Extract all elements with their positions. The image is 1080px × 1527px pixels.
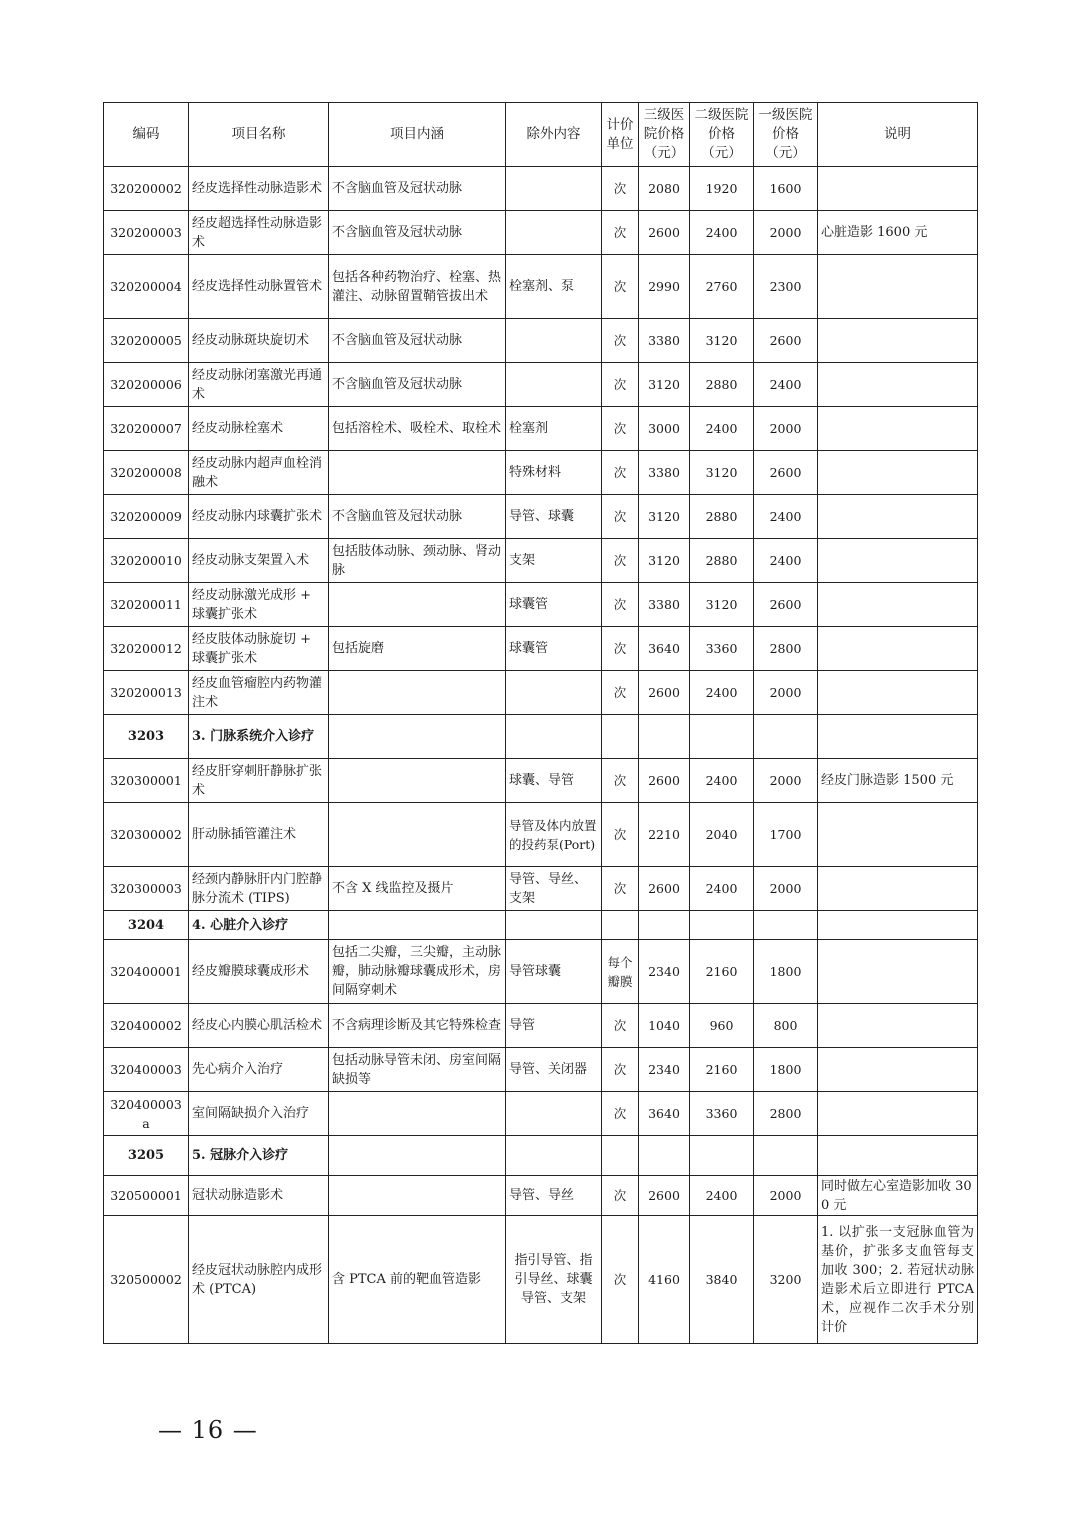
cell-name: 经皮冠状动脉腔内成形术 (PTCA) xyxy=(189,1216,329,1344)
cell-price-level2: 1920 xyxy=(690,167,754,211)
cell-price-level2: 3120 xyxy=(690,319,754,363)
cell-note: 同时做左心室造影加收 300 元 xyxy=(818,1176,978,1216)
cell-note xyxy=(818,583,978,627)
cell-code: 320500001 xyxy=(104,1176,189,1216)
cell-content xyxy=(329,451,506,495)
cell-excluded: 导管、导丝 xyxy=(506,1176,602,1216)
header-note: 说明 xyxy=(818,103,978,167)
cell-note xyxy=(818,451,978,495)
cell-price-level1 xyxy=(754,715,818,759)
cell-code: 320400003a xyxy=(104,1092,189,1136)
cell-unit: 次 xyxy=(602,1176,639,1216)
cell-price-level1: 2600 xyxy=(754,451,818,495)
cell-excluded: 球囊、导管 xyxy=(506,759,602,803)
cell-excluded xyxy=(506,167,602,211)
cell-price-level1: 1700 xyxy=(754,803,818,867)
cell-name: 经皮动脉斑块旋切术 xyxy=(189,319,329,363)
cell-price-level1: 2400 xyxy=(754,539,818,583)
cell-note: 心脏造影 1600 元 xyxy=(818,211,978,255)
cell-price-level2 xyxy=(690,715,754,759)
cell-unit: 次 xyxy=(602,495,639,539)
cell-price-level2: 3360 xyxy=(690,627,754,671)
cell-code: 320200003 xyxy=(104,211,189,255)
cell-unit: 次 xyxy=(602,583,639,627)
cell-code: 320200006 xyxy=(104,363,189,407)
cell-note xyxy=(818,539,978,583)
cell-unit: 次 xyxy=(602,451,639,495)
cell-content xyxy=(329,1136,506,1176)
cell-note xyxy=(818,940,978,1004)
cell-note xyxy=(818,867,978,911)
cell-code: 320200007 xyxy=(104,407,189,451)
header-unit: 计价单位 xyxy=(602,103,639,167)
cell-price-level3: 2990 xyxy=(639,255,690,319)
cell-excluded: 球囊管 xyxy=(506,627,602,671)
cell-name: 5. 冠脉介入诊疗 xyxy=(189,1136,329,1176)
cell-price-level2: 3120 xyxy=(690,583,754,627)
table-row xyxy=(104,363,978,407)
cell-code: 320400003 xyxy=(104,1048,189,1092)
cell-unit: 次 xyxy=(602,211,639,255)
cell-code: 320300002 xyxy=(104,803,189,867)
cell-price-level3 xyxy=(639,715,690,759)
table-row xyxy=(104,495,978,539)
cell-price-level1: 2000 xyxy=(754,671,818,715)
cell-price-level1: 2300 xyxy=(754,255,818,319)
cell-unit xyxy=(602,1136,639,1176)
cell-name: 经皮动脉栓塞术 xyxy=(189,407,329,451)
table-row xyxy=(104,759,978,803)
header-price-level2: 二级医院价格（元） xyxy=(690,103,754,167)
cell-excluded xyxy=(506,319,602,363)
cell-price-level1: 3200 xyxy=(754,1216,818,1344)
cell-excluded: 特殊材料 xyxy=(506,451,602,495)
cell-unit: 次 xyxy=(602,867,639,911)
cell-excluded: 导管、导丝、支架 xyxy=(506,867,602,911)
table-row xyxy=(104,1004,978,1048)
cell-content xyxy=(329,759,506,803)
cell-unit xyxy=(602,911,639,940)
cell-excluded xyxy=(506,211,602,255)
cell-name: 先心病介入治疗 xyxy=(189,1048,329,1092)
cell-unit: 次 xyxy=(602,1048,639,1092)
cell-unit: 次 xyxy=(602,363,639,407)
table-row xyxy=(104,1216,978,1344)
cell-price-level1: 1600 xyxy=(754,167,818,211)
cell-name: 经皮瓣膜球囊成形术 xyxy=(189,940,329,1004)
cell-content xyxy=(329,1092,506,1136)
cell-name: 经皮肝穿刺肝静脉扩张术 xyxy=(189,759,329,803)
price-table xyxy=(103,102,978,1344)
cell-excluded xyxy=(506,715,602,759)
cell-price-level1: 2400 xyxy=(754,363,818,407)
cell-price-level2: 3360 xyxy=(690,1092,754,1136)
cell-name: 经皮动脉内超声血栓消融术 xyxy=(189,451,329,495)
cell-content: 包括溶栓术、吸栓术、取栓术 xyxy=(329,407,506,451)
cell-name: 经皮选择性动脉置管术 xyxy=(189,255,329,319)
cell-note xyxy=(818,1004,978,1048)
cell-price-level3: 3640 xyxy=(639,1092,690,1136)
cell-note xyxy=(818,255,978,319)
cell-code: 320400002 xyxy=(104,1004,189,1048)
cell-unit: 每个瓣膜 xyxy=(602,940,639,1004)
section-row xyxy=(104,911,978,940)
cell-price-level1: 2800 xyxy=(754,627,818,671)
cell-name: 室间隔缺损介入治疗 xyxy=(189,1092,329,1136)
cell-price-level2: 2880 xyxy=(690,363,754,407)
table-row xyxy=(104,255,978,319)
cell-unit: 次 xyxy=(602,255,639,319)
cell-price-level2 xyxy=(690,911,754,940)
cell-price-level3: 3120 xyxy=(639,495,690,539)
table-body xyxy=(104,167,978,1344)
cell-price-level2 xyxy=(690,1136,754,1176)
cell-excluded: 栓塞剂 xyxy=(506,407,602,451)
cell-price-level3: 2600 xyxy=(639,211,690,255)
cell-excluded xyxy=(506,363,602,407)
cell-price-level1: 2000 xyxy=(754,211,818,255)
cell-price-level1: 2800 xyxy=(754,1092,818,1136)
cell-note xyxy=(818,803,978,867)
cell-price-level2: 2400 xyxy=(690,211,754,255)
cell-price-level3: 3380 xyxy=(639,583,690,627)
cell-price-level3: 3640 xyxy=(639,627,690,671)
page-number: — 16 — xyxy=(158,1416,258,1444)
cell-unit: 次 xyxy=(602,803,639,867)
cell-note xyxy=(818,363,978,407)
cell-content xyxy=(329,715,506,759)
cell-price-level2: 2040 xyxy=(690,803,754,867)
cell-content: 包括各种药物治疗、栓塞、热灌注、动脉留置鞘管拔出术 xyxy=(329,255,506,319)
cell-excluded: 导管、球囊 xyxy=(506,495,602,539)
table-row xyxy=(104,671,978,715)
cell-name: 经皮动脉内球囊扩张术 xyxy=(189,495,329,539)
cell-code: 320200002 xyxy=(104,167,189,211)
cell-unit: 次 xyxy=(602,759,639,803)
cell-content: 包括动脉导管未闭、房室间隔缺损等 xyxy=(329,1048,506,1092)
table-row xyxy=(104,1048,978,1092)
cell-code: 3204 xyxy=(104,911,189,940)
cell-price-level1: 2600 xyxy=(754,583,818,627)
cell-unit: 次 xyxy=(602,671,639,715)
cell-content: 包括旋磨 xyxy=(329,627,506,671)
cell-note: 经皮门脉造影 1500 元 xyxy=(818,759,978,803)
cell-price-level3: 2210 xyxy=(639,803,690,867)
cell-content: 不含 X 线监控及摄片 xyxy=(329,867,506,911)
cell-name: 经皮超选择性动脉造影术 xyxy=(189,211,329,255)
cell-excluded xyxy=(506,1092,602,1136)
cell-code: 320200005 xyxy=(104,319,189,363)
cell-name: 经皮动脉闭塞激光再通术 xyxy=(189,363,329,407)
cell-code: 3205 xyxy=(104,1136,189,1176)
cell-content xyxy=(329,1176,506,1216)
cell-note xyxy=(818,1136,978,1176)
cell-unit: 次 xyxy=(602,407,639,451)
section-row xyxy=(104,715,978,759)
cell-unit xyxy=(602,715,639,759)
cell-excluded: 球囊管 xyxy=(506,583,602,627)
cell-content: 包括二尖瓣，三尖瓣，主动脉瓣，肺动脉瓣球囊成形术，房间隔穿刺术 xyxy=(329,940,506,1004)
cell-name: 经皮动脉支架置入术 xyxy=(189,539,329,583)
cell-excluded: 导管、关闭器 xyxy=(506,1048,602,1092)
cell-price-level3: 4160 xyxy=(639,1216,690,1344)
cell-name: 4. 心脏介入诊疗 xyxy=(189,911,329,940)
cell-note xyxy=(818,671,978,715)
header-name: 项目名称 xyxy=(189,103,329,167)
table-header-row xyxy=(104,103,978,167)
cell-code: 320400001 xyxy=(104,940,189,1004)
cell-unit: 次 xyxy=(602,1216,639,1344)
cell-excluded xyxy=(506,911,602,940)
cell-note xyxy=(818,911,978,940)
cell-price-level2: 2400 xyxy=(690,671,754,715)
cell-excluded xyxy=(506,1136,602,1176)
cell-price-level3: 2080 xyxy=(639,167,690,211)
cell-price-level3: 2600 xyxy=(639,1176,690,1216)
cell-excluded xyxy=(506,671,602,715)
cell-unit: 次 xyxy=(602,627,639,671)
cell-price-level3: 2600 xyxy=(639,759,690,803)
table-row xyxy=(104,451,978,495)
cell-excluded: 指引导管、指引导丝、球囊导管、支架 xyxy=(506,1216,602,1344)
cell-excluded: 支架 xyxy=(506,539,602,583)
cell-price-level2: 2160 xyxy=(690,940,754,1004)
cell-price-level2: 960 xyxy=(690,1004,754,1048)
header-code: 编码 xyxy=(104,103,189,167)
cell-name: 经皮血管瘤腔内药物灌注术 xyxy=(189,671,329,715)
cell-code: 320300003 xyxy=(104,867,189,911)
cell-price-level1: 2000 xyxy=(754,1176,818,1216)
cell-price-level3: 2600 xyxy=(639,867,690,911)
cell-price-level1 xyxy=(754,1136,818,1176)
cell-price-level3: 3380 xyxy=(639,451,690,495)
cell-name: 3. 门脉系统介入诊疗 xyxy=(189,715,329,759)
cell-content: 不含病理诊断及其它特殊检查 xyxy=(329,1004,506,1048)
cell-note xyxy=(818,715,978,759)
cell-code: 320300001 xyxy=(104,759,189,803)
table-row xyxy=(104,211,978,255)
cell-price-level2: 2400 xyxy=(690,759,754,803)
table-row xyxy=(104,940,978,1004)
cell-price-level2: 2400 xyxy=(690,407,754,451)
cell-unit: 次 xyxy=(602,539,639,583)
cell-price-level2: 2760 xyxy=(690,255,754,319)
cell-price-level3: 3380 xyxy=(639,319,690,363)
cell-unit: 次 xyxy=(602,319,639,363)
cell-content: 不含脑血管及冠状动脉 xyxy=(329,363,506,407)
cell-content xyxy=(329,911,506,940)
cell-note xyxy=(818,319,978,363)
cell-content: 不含脑血管及冠状动脉 xyxy=(329,167,506,211)
cell-note xyxy=(818,1048,978,1092)
cell-code: 320200009 xyxy=(104,495,189,539)
cell-content xyxy=(329,671,506,715)
cell-code: 320200013 xyxy=(104,671,189,715)
table-row xyxy=(104,539,978,583)
cell-unit: 次 xyxy=(602,1092,639,1136)
cell-note xyxy=(818,627,978,671)
cell-price-level3: 3000 xyxy=(639,407,690,451)
header-price-level3: 三级医院价格（元） xyxy=(639,103,690,167)
cell-price-level1: 1800 xyxy=(754,940,818,1004)
cell-price-level1: 2000 xyxy=(754,759,818,803)
cell-price-level3 xyxy=(639,1136,690,1176)
cell-price-level3: 2340 xyxy=(639,1048,690,1092)
cell-content: 不含脑血管及冠状动脉 xyxy=(329,319,506,363)
cell-code: 320500002 xyxy=(104,1216,189,1344)
cell-price-level2: 3840 xyxy=(690,1216,754,1344)
cell-price-level1: 2000 xyxy=(754,407,818,451)
cell-price-level2: 3120 xyxy=(690,451,754,495)
cell-excluded: 导管球囊 xyxy=(506,940,602,1004)
header-content: 项目内涵 xyxy=(329,103,506,167)
cell-name: 经皮心内膜心肌活检术 xyxy=(189,1004,329,1048)
cell-code: 320200004 xyxy=(104,255,189,319)
cell-price-level3: 1040 xyxy=(639,1004,690,1048)
cell-name: 肝动脉插管灌注术 xyxy=(189,803,329,867)
cell-excluded: 导管 xyxy=(506,1004,602,1048)
cell-unit: 次 xyxy=(602,1004,639,1048)
table-row xyxy=(104,319,978,363)
table-row xyxy=(104,583,978,627)
table-row xyxy=(104,167,978,211)
cell-name: 经皮选择性动脉造影术 xyxy=(189,167,329,211)
cell-content: 不含脑血管及冠状动脉 xyxy=(329,211,506,255)
cell-price-level3 xyxy=(639,911,690,940)
cell-excluded: 导管及体内放置的投药泵(Port) xyxy=(506,803,602,867)
cell-price-level2: 2880 xyxy=(690,495,754,539)
cell-price-level2: 2400 xyxy=(690,867,754,911)
cell-excluded: 栓塞剂、泵 xyxy=(506,255,602,319)
cell-code: 3203 xyxy=(104,715,189,759)
cell-content xyxy=(329,803,506,867)
cell-note xyxy=(818,407,978,451)
table-row xyxy=(104,407,978,451)
cell-note xyxy=(818,495,978,539)
cell-price-level2: 2400 xyxy=(690,1176,754,1216)
cell-price-level1: 2000 xyxy=(754,867,818,911)
cell-price-level1: 2600 xyxy=(754,319,818,363)
cell-content: 不含脑血管及冠状动脉 xyxy=(329,495,506,539)
cell-price-level3: 2340 xyxy=(639,940,690,1004)
cell-code: 320200012 xyxy=(104,627,189,671)
table-row xyxy=(104,1092,978,1136)
table-row xyxy=(104,867,978,911)
cell-price-level2: 2160 xyxy=(690,1048,754,1092)
cell-name: 冠状动脉造影术 xyxy=(189,1176,329,1216)
cell-code: 320200011 xyxy=(104,583,189,627)
header-price-level1: 一级医院价格（元） xyxy=(754,103,818,167)
cell-price-level2: 2880 xyxy=(690,539,754,583)
header-excluded: 除外内容 xyxy=(506,103,602,167)
cell-name: 经颈内静脉肝内门腔静脉分流术 (TIPS) xyxy=(189,867,329,911)
cell-price-level3: 3120 xyxy=(639,363,690,407)
cell-price-level1: 2400 xyxy=(754,495,818,539)
cell-note: 1. 以扩张一支冠脉血管为基价，扩张多支血管每支加收 300；2. 若冠状动脉造影术后立即进行 PTCA 术，应视作二次手术分别计价 xyxy=(818,1216,978,1344)
cell-note xyxy=(818,1092,978,1136)
cell-content xyxy=(329,583,506,627)
cell-note xyxy=(818,167,978,211)
table-row xyxy=(104,627,978,671)
cell-code: 320200008 xyxy=(104,451,189,495)
cell-content: 包括肢体动脉、颈动脉、肾动脉 xyxy=(329,539,506,583)
section-row xyxy=(104,1136,978,1176)
cell-price-level1: 1800 xyxy=(754,1048,818,1092)
table-row xyxy=(104,803,978,867)
cell-price-level1 xyxy=(754,911,818,940)
cell-price-level3: 3120 xyxy=(639,539,690,583)
cell-content: 含 PTCA 前的靶血管造影 xyxy=(329,1216,506,1344)
cell-name: 经皮肢体动脉旋切 + 球囊扩张术 xyxy=(189,627,329,671)
cell-price-level1: 800 xyxy=(754,1004,818,1048)
cell-code: 320200010 xyxy=(104,539,189,583)
table-row xyxy=(104,1176,978,1216)
cell-name: 经皮动脉激光成形 + 球囊扩张术 xyxy=(189,583,329,627)
cell-price-level3: 2600 xyxy=(639,671,690,715)
cell-unit: 次 xyxy=(602,167,639,211)
